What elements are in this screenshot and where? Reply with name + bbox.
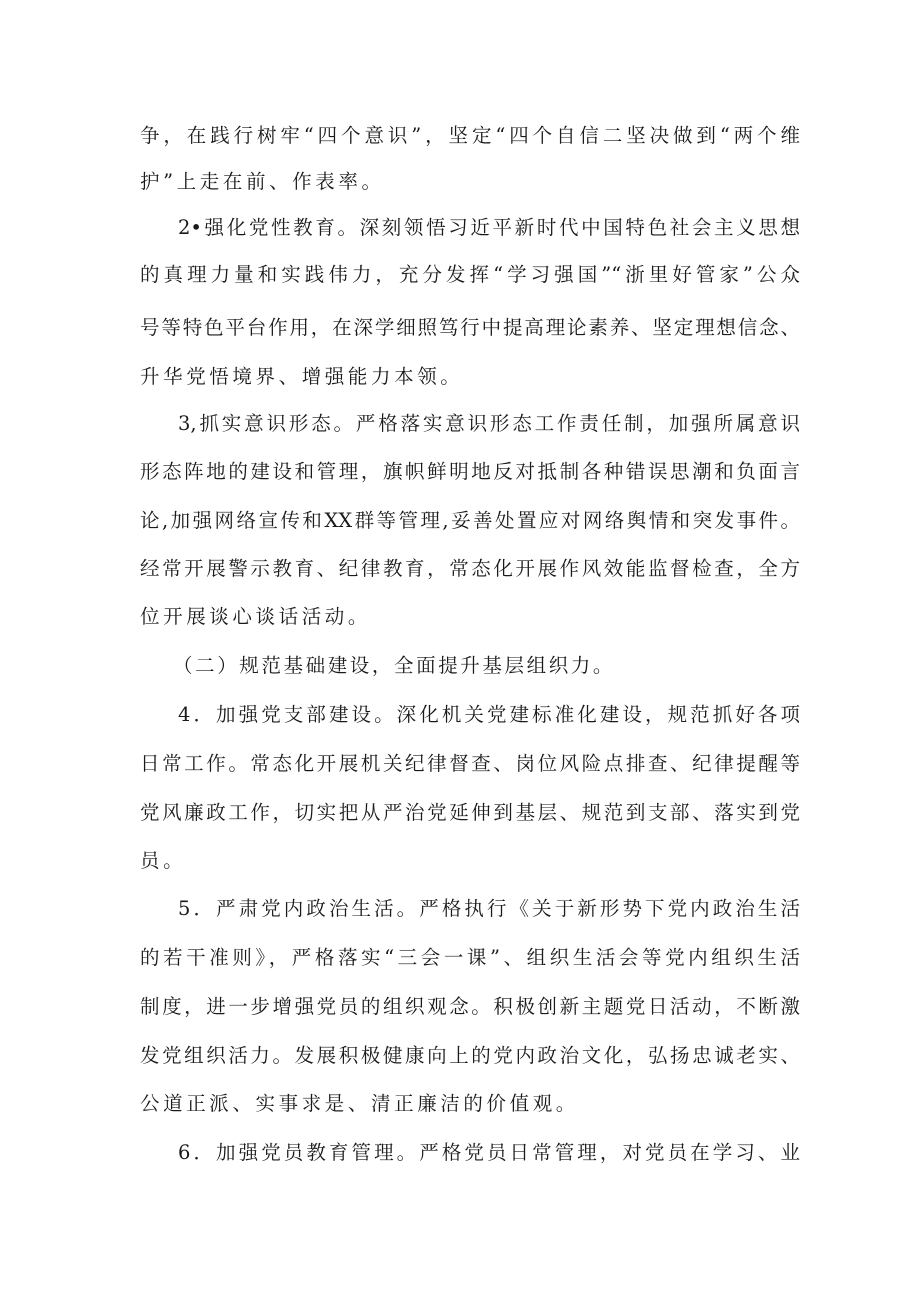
text-line: 制度，进一步增强党员的组织观念。积极创新主题党日活动，不断激 (140, 995, 800, 1018)
text-line: 升华党悟境界、增强能力本领。 (140, 365, 464, 388)
text-line: 的真理力量和实践伟力，充分发挥“学习强国”“浙里好管家”公众 (140, 263, 800, 286)
paragraph-start-5: 5．严肃党内政治生活。严格执行《关于新形势下党内政治生活 (178, 897, 800, 920)
text-line: 形态阵地的建设和管理，旗帜鲜明地反对抵制各种错误思潮和负面言 (140, 460, 800, 483)
text-line: 号等特色平台作用，在深学细照笃行中提高理论素养、坚定理想信念、 (140, 316, 800, 339)
text-line: 党风廉政工作，切实把从严治党延伸到基层、规范到支部、落实到党 (140, 801, 800, 824)
text-line: 公道正派、实事求是、清正廉洁的价值观。 (140, 1092, 579, 1115)
text-line: 护”上走在前、作表率。 (140, 170, 385, 193)
text-line: 发党组织活力。发展积极健康向上的党内政治文化，弘扬忠诚老实、 (140, 1044, 800, 1067)
text-line: 经常开展警示教育、纪律教育，常态化开展作风效能监督检查，全方 (140, 557, 800, 580)
text-line: 日常工作。常态化开展机关纪律督查、岗位风险点排查、纪律提醒等 (140, 752, 800, 775)
text-line: 员。 (140, 849, 187, 872)
paragraph-start-2: 2•强化党性教育。深刻领悟习近平新时代中国特色社会主义思想 (178, 216, 800, 239)
text-line: 的若干准则》，严格落实“三会一课”、组织生活会等党内组织生活 (140, 946, 800, 969)
paragraph-start-6: 6．加强党员教育管理。严格党员日常管理，对党员在学习、业 (178, 1141, 800, 1164)
section-heading: （二）规范基础建设，全面提升基层组织力。 (173, 654, 616, 677)
text-line: 位开展谈心谈话活动。 (140, 605, 372, 628)
text-line: 论,加强网络宣传和XX群等管理,妥善处置应对网络舆情和突发事件。 (140, 509, 800, 532)
text-line: 争，在践行树牢“四个意识”，坚定“四个自信二坚决做到“两个维 (140, 124, 800, 147)
paragraph-start-4: 4．加强党支部建设。深化机关党建标准化建设，规范抓好各项 (178, 703, 800, 726)
paragraph-start-3: 3,抓实意识形态。严格落实意识形态工作责任制，加强所属意识 (178, 412, 800, 435)
